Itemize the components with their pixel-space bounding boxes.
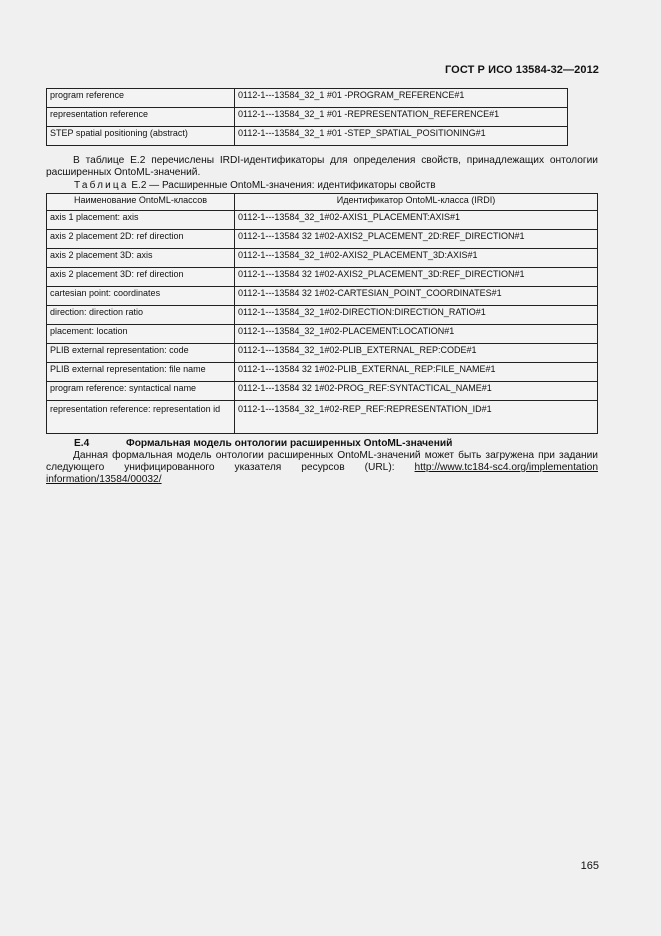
table-cell-identifier: 0112-1---13584_32_1#02-AXIS2_PLACEMENT_3D:AXIS#1 bbox=[235, 249, 598, 268]
table-row bbox=[47, 230, 598, 249]
table-row bbox=[47, 268, 598, 287]
table-caption-text: Е.2 — Расширенные OntoML-значения: идентификаторы свойств bbox=[128, 180, 436, 191]
table-cell-name: axis 2 placement 2D: ref direction bbox=[47, 230, 235, 249]
reference-table-continued bbox=[46, 88, 568, 146]
standard-designation: ГОСТ Р ИСО 13584-32—2012 bbox=[444, 64, 599, 76]
table-cell-identifier: 0112-1---13584 32 1#02-CARTESIAN_POINT_COORDINATES#1 bbox=[235, 287, 598, 306]
table-cell-identifier: 0112-1---13584 32 1#02-AXIS2_PLACEMENT_2D:REF_DIRECTION#1 bbox=[235, 230, 598, 249]
table-cell-name: axis 2 placement 3D: ref direction bbox=[47, 268, 235, 287]
table-header-row bbox=[47, 194, 598, 211]
table-row bbox=[47, 127, 568, 146]
table-row bbox=[47, 249, 598, 268]
table-row bbox=[47, 287, 598, 306]
table-row bbox=[47, 325, 598, 344]
column-header: Наименование OntoML-классов bbox=[47, 194, 235, 211]
table-cell-name: program reference: syntactical name bbox=[47, 382, 235, 401]
table-cell-identifier: 0112-1---13584_32_1#02-PLIB_EXTERNAL_REP:CODE#1 bbox=[235, 344, 598, 363]
section-title: Формальная модель онтологии расширенных OntoML-значений bbox=[126, 438, 453, 449]
table-caption-label: Таблица bbox=[74, 180, 129, 191]
section-number: Е.4 bbox=[74, 438, 90, 449]
table-cell-identifier: 0112-1---13584_32_1#02-DIRECTION:DIRECTION_RATIO#1 bbox=[235, 306, 598, 325]
table-cell-name: representation reference bbox=[47, 108, 235, 127]
table-cell-identifier: 0112-1---13584 32 1#02-AXIS2_PLACEMENT_3D:REF_DIRECTION#1 bbox=[235, 268, 598, 287]
implementation-url-link[interactable]: http://www.tc184-sc4.org/implementation information/13584/00032/ bbox=[46, 462, 598, 485]
table-caption bbox=[74, 180, 436, 191]
table-cell-name: cartesian point: coordinates bbox=[47, 287, 235, 306]
table-cell-name: PLIB external representation: file name bbox=[47, 363, 235, 382]
table-cell-identifier: 0112-1---13584_32_1#02-REP_REF:REPRESENTATION_ID#1 bbox=[235, 401, 598, 434]
url-paragraph-text: Данная формальная модель онтологии расширенных OntoML-значений может быть загружена при задании следующего унифицированного указателя ресурсов (URL): bbox=[46, 450, 598, 473]
section-heading bbox=[74, 438, 452, 449]
table-cell-name: representation reference: representation id bbox=[47, 401, 235, 434]
table-cell-identifier: 0112-1---13584_32_1#02-PLACEMENT:LOCATION#1 bbox=[235, 325, 598, 344]
table-cell-name: PLIB external representation: code bbox=[47, 344, 235, 363]
table-row bbox=[47, 211, 598, 230]
table-cell-name: program reference bbox=[47, 89, 235, 108]
table-cell-identifier: 0112-1---13584_32_1#02-AXIS1_PLACEMENT:AXIS#1 bbox=[235, 211, 598, 230]
table-row bbox=[47, 382, 598, 401]
table-row bbox=[47, 363, 598, 382]
table-row bbox=[47, 89, 568, 108]
table-row bbox=[47, 401, 598, 434]
table-cell-identifier: 0112-1---13584_32_1 #01 -PROGRAM_REFERENCE#1 bbox=[235, 89, 568, 108]
table-row bbox=[47, 108, 568, 127]
page-number: 165 bbox=[580, 860, 599, 872]
table-cell-identifier: 0112-1---13584 32 1#02-PLIB_EXTERNAL_REP:FILE_NAME#1 bbox=[235, 363, 598, 382]
table-cell-name: axis 2 placement 3D: axis bbox=[47, 249, 235, 268]
table-cell-name: placement: location bbox=[47, 325, 235, 344]
url-paragraph bbox=[46, 450, 598, 486]
table-cell-name: direction: direction ratio bbox=[47, 306, 235, 325]
intro-paragraph: В таблице Е.2 перечислены IRDI-идентификаторы для определения свойств, принадлежащих онтологии расширенных OntoML-значений. bbox=[46, 155, 598, 178]
table-cell-name: axis 1 placement: axis bbox=[47, 211, 235, 230]
table-row bbox=[47, 306, 598, 325]
property-identifiers-table bbox=[46, 193, 598, 434]
column-header: Идентификатор OntoML-класса (IRDI) bbox=[235, 194, 598, 211]
table-cell-identifier: 0112-1---13584_32_1 #01 -REPRESENTATION_REFERENCE#1 bbox=[235, 108, 568, 127]
table-row bbox=[47, 344, 598, 363]
table-cell-name: STEP spatial positioning (abstract) bbox=[47, 127, 235, 146]
table-cell-identifier: 0112-1---13584 32 1#02-PROG_REF:SYNTACTICAL_NAME#1 bbox=[235, 382, 598, 401]
table-cell-identifier: 0112-1---13584_32_1 #01 -STEP_SPATIAL_POSITIONING#1 bbox=[235, 127, 568, 146]
